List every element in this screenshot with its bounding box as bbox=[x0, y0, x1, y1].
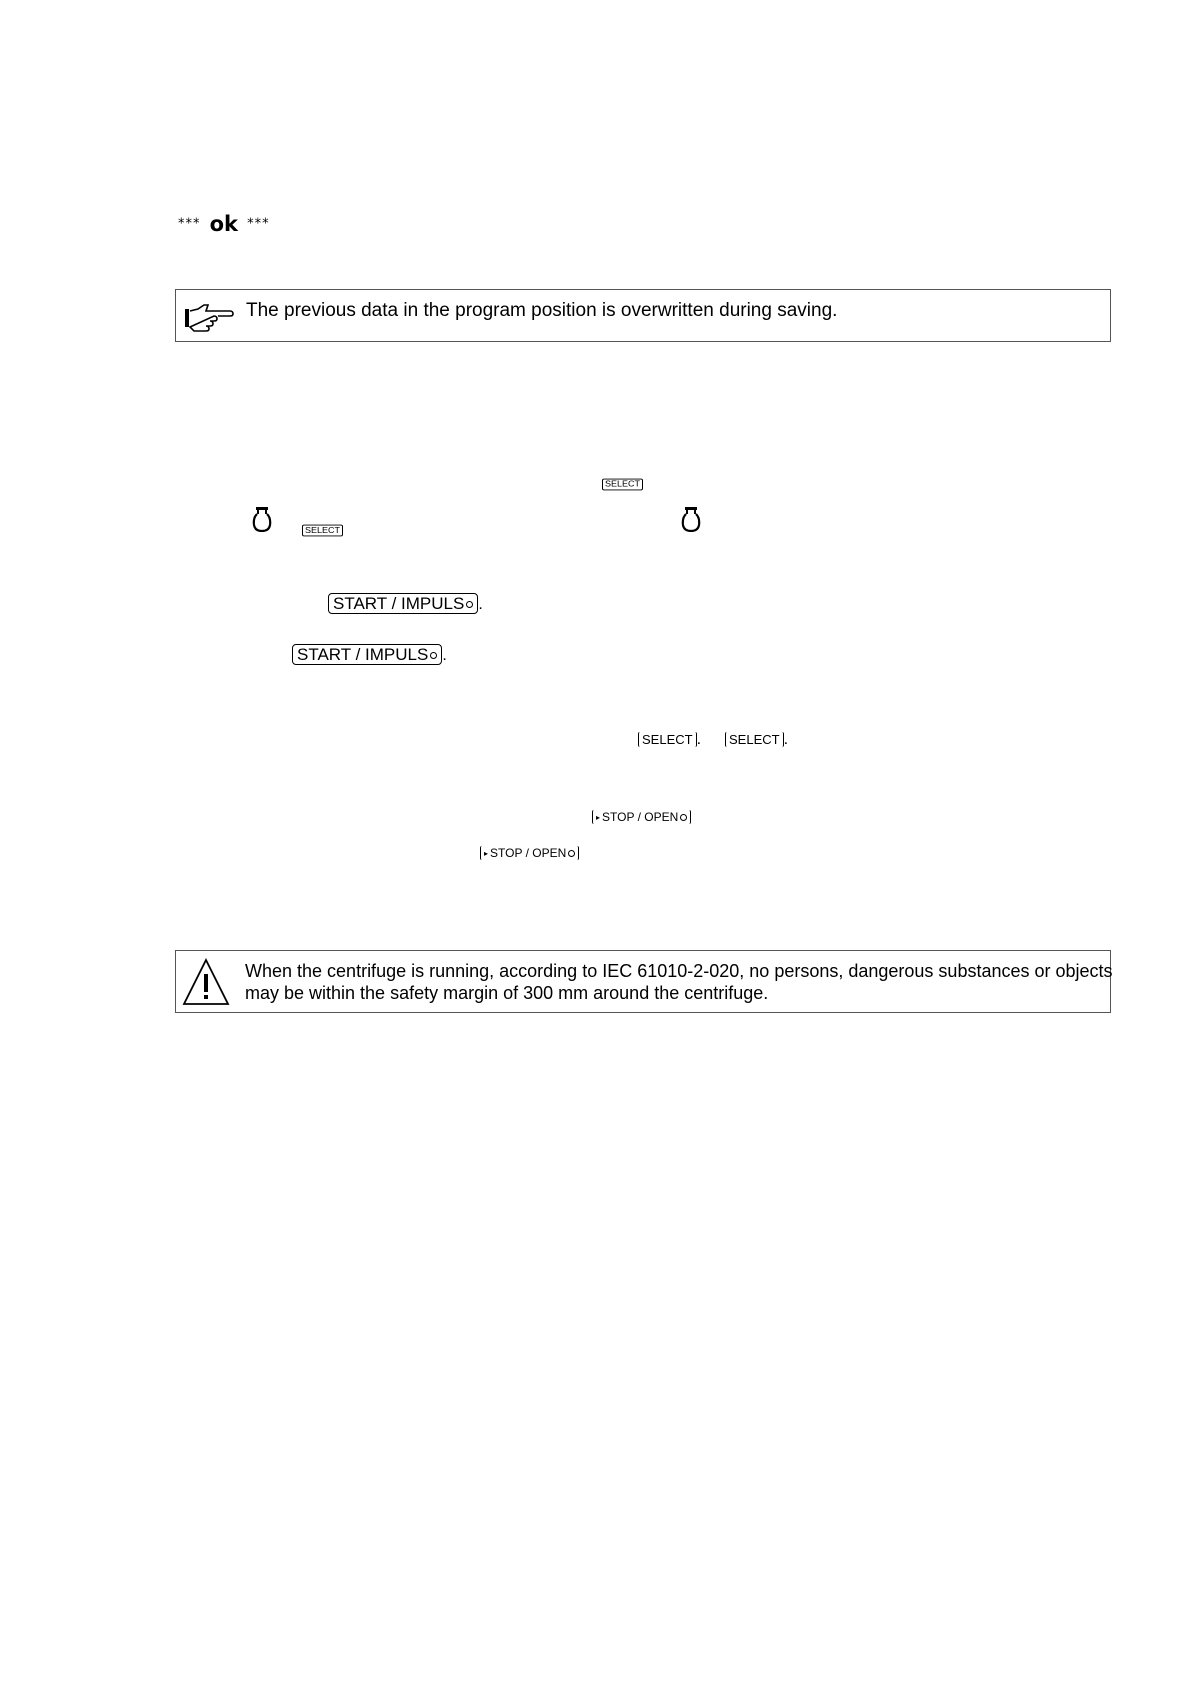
overwrite-note-text: The previous data in the program position is overwritten during saving. bbox=[246, 300, 838, 321]
safety-warning-line1: When the centrifuge is running, according to IEC 61010-2-020, no persons, dangerous substances or objects bbox=[245, 961, 1113, 981]
ok-left-stars: *** bbox=[178, 216, 201, 232]
start-impuls-key-ref: START / IMPULS . bbox=[328, 593, 483, 614]
select-key-ref: SELECT . bbox=[638, 731, 701, 749]
start-key-dot-icon bbox=[430, 652, 437, 659]
pointing-hand-icon bbox=[184, 302, 236, 332]
select-key-ref: SELECT bbox=[302, 520, 343, 538]
safety-warning-box bbox=[175, 950, 1111, 1013]
ok-display-message bbox=[178, 212, 270, 236]
select-key-ref: SELECT . bbox=[725, 731, 788, 749]
stop-open-key-ref: ▸ STOP / OPEN bbox=[592, 808, 691, 826]
ok-right-stars: *** bbox=[247, 216, 270, 232]
start-impuls-key-ref: START / IMPULS . bbox=[292, 644, 447, 665]
lid-icon bbox=[252, 506, 272, 532]
stop-key-dot-icon bbox=[680, 814, 687, 821]
start-key-dot-icon bbox=[466, 601, 473, 608]
safety-warning-text bbox=[245, 960, 1113, 1004]
stop-key-dot-icon bbox=[568, 850, 575, 857]
stop-open-key-ref: ▸ STOP / OPEN bbox=[480, 844, 579, 862]
safety-warning-line2: may be within the safety margin of 300 mm around the centrifuge. bbox=[245, 983, 769, 1003]
stop-arrow-icon: ▸ bbox=[484, 848, 489, 858]
lid-icon bbox=[681, 506, 701, 532]
ok-text: ok bbox=[209, 212, 238, 236]
stop-arrow-icon: ▸ bbox=[596, 812, 601, 822]
select-key-ref: SELECT bbox=[602, 474, 643, 492]
warning-triangle-icon bbox=[182, 957, 230, 1007]
overwrite-note-box bbox=[175, 289, 1111, 342]
